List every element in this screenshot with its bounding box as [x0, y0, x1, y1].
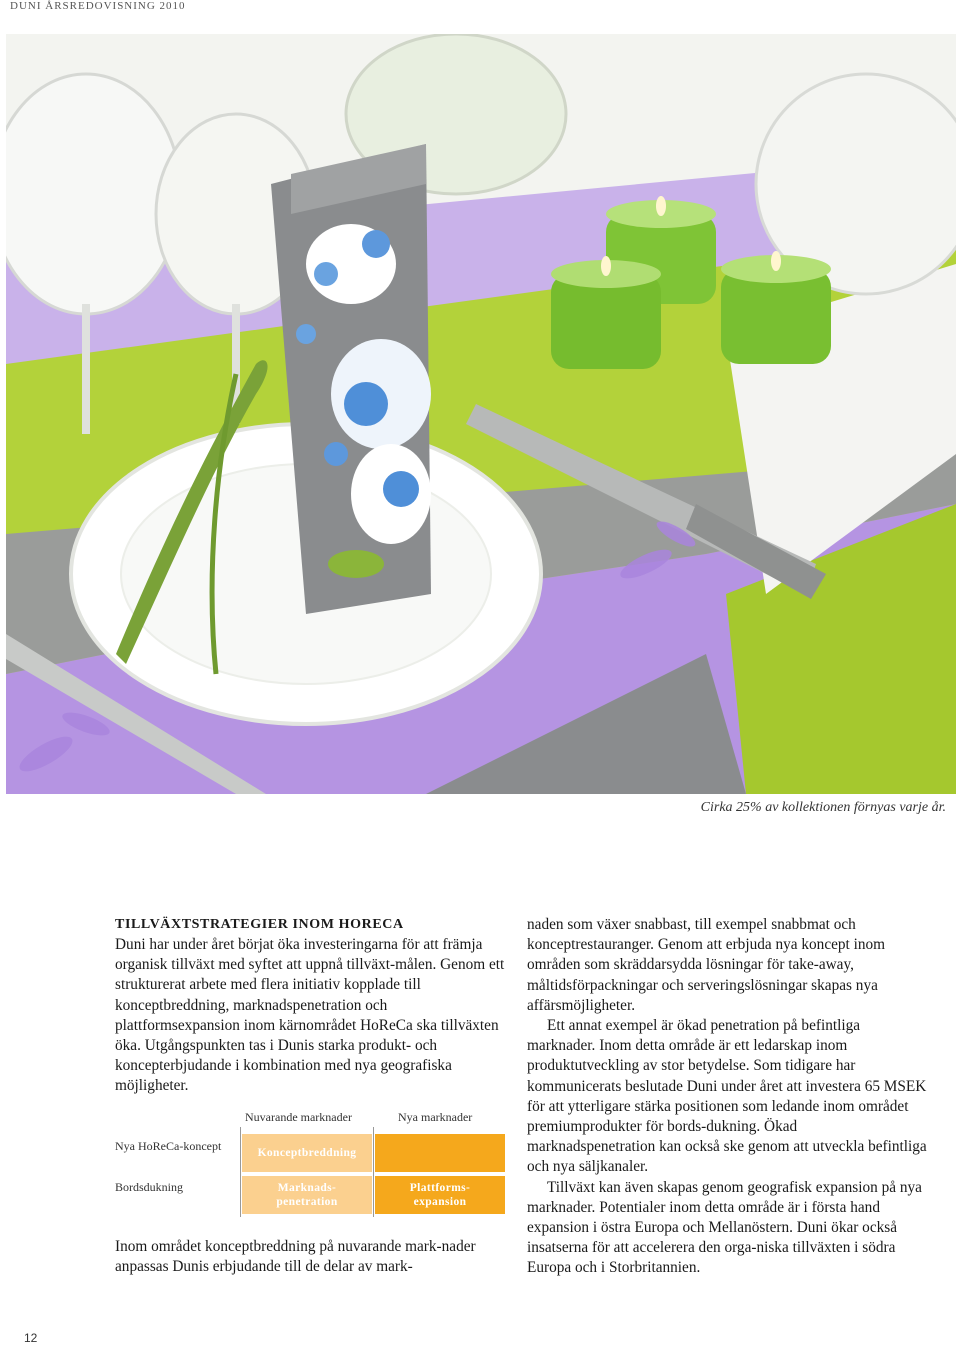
cell-penetration-line-1: Marknads- — [277, 1182, 337, 1194]
matrix-col-new: Nya marknader — [398, 1110, 473, 1124]
cell-penetration-line-2: penetration — [276, 1196, 338, 1208]
matrix-row-1: Nya HoReCa-koncept — [115, 1139, 222, 1153]
wine-glass-left — [6, 74, 181, 314]
cell-konceptbreddning — [242, 1134, 372, 1172]
article-right-paragraph-2: Ett annat exempel är ökad penetration på befintliga marknader. Inom detta område är ett ledarskap inom produktutveckling av stor betydelse. Som tidigare har kommunicerats beslutade Duni under året att investera 65 MSEK för att ytterligare stärka positionen som ledande inom området premiumprodukter för bords-dukning. Ökad marknadspenetration kan också ske genom att utveckla befintliga och nya säljkanaler. — [527, 1017, 927, 1176]
article-right-paragraph-1: naden som växer snabbast, till exempel snabbmat och konceptrestauranger. Genom att erbjuda nya koncept inom områden som skräddarsydda lösningar för take-away, måltidsförpackningar och serveringslösningar skapas nya affärsmöjligheter. — [527, 916, 886, 1014]
photo-caption: Cirka 25% av kollektionen förnyas varje år. — [700, 800, 946, 815]
running-header: DUNI ÅRSREDOVISNING 2010 — [10, 0, 186, 12]
article-paragraph-2: Inom området konceptbreddning på nuvarande mark-nader anpassas Dunis erbjudande till de delar av mark- — [115, 1238, 476, 1276]
page-number: 12 — [24, 1331, 38, 1345]
article-right-paragraph-3: Tillväxt kan även skapas genom geografisk expansion på nya marknader. Potentialer inom detta område är i första hand expansion i östra Europa och Mellanöstern. Duni ökar också insatserna för att accelerera den orga-niska tillväxten i södra Europa och i Storbritannien. — [527, 1178, 922, 1277]
cell-konceptbreddning-label: Konceptbreddning — [257, 1147, 357, 1159]
table-setting-photo — [6, 34, 956, 794]
cell-empty-top-right — [375, 1134, 505, 1172]
cell-platform-line-2: expansion — [413, 1196, 467, 1208]
matrix-row-2: Bordsdukning — [115, 1180, 184, 1194]
matrix-col-current: Nuvarande marknader — [245, 1110, 352, 1124]
cell-marknadspenetration — [242, 1176, 372, 1214]
matrix-divider-2 — [373, 1127, 374, 1217]
growth-matrix — [115, 1105, 515, 1220]
article-right-column — [527, 915, 927, 1279]
article-heading: TILLVÄXTSTRATEGIER INOM HORECA — [115, 917, 404, 932]
cell-plattformsexpansion — [375, 1176, 505, 1214]
cell-platform-line-1: Plattforms- — [409, 1182, 471, 1194]
article-left-column — [115, 915, 515, 1097]
matrix-divider-1 — [240, 1127, 241, 1217]
article-paragraph-1: Duni har under året börjat öka investeringarna för att främja organisk tillväxt med syftet att uppnå tillväxt-målen. Genom ett strukturerat arbete med flera initiativ kopplade till konceptbreddning, marknadspenetration och plattformsexpansion inom kärnområdet HoReCa ska tillväxten öka. Utgångspunkten tas i Dunis starka produkt- och koncepterbjudande i kombination med nya geografiska möjligheter. — [115, 936, 505, 1095]
